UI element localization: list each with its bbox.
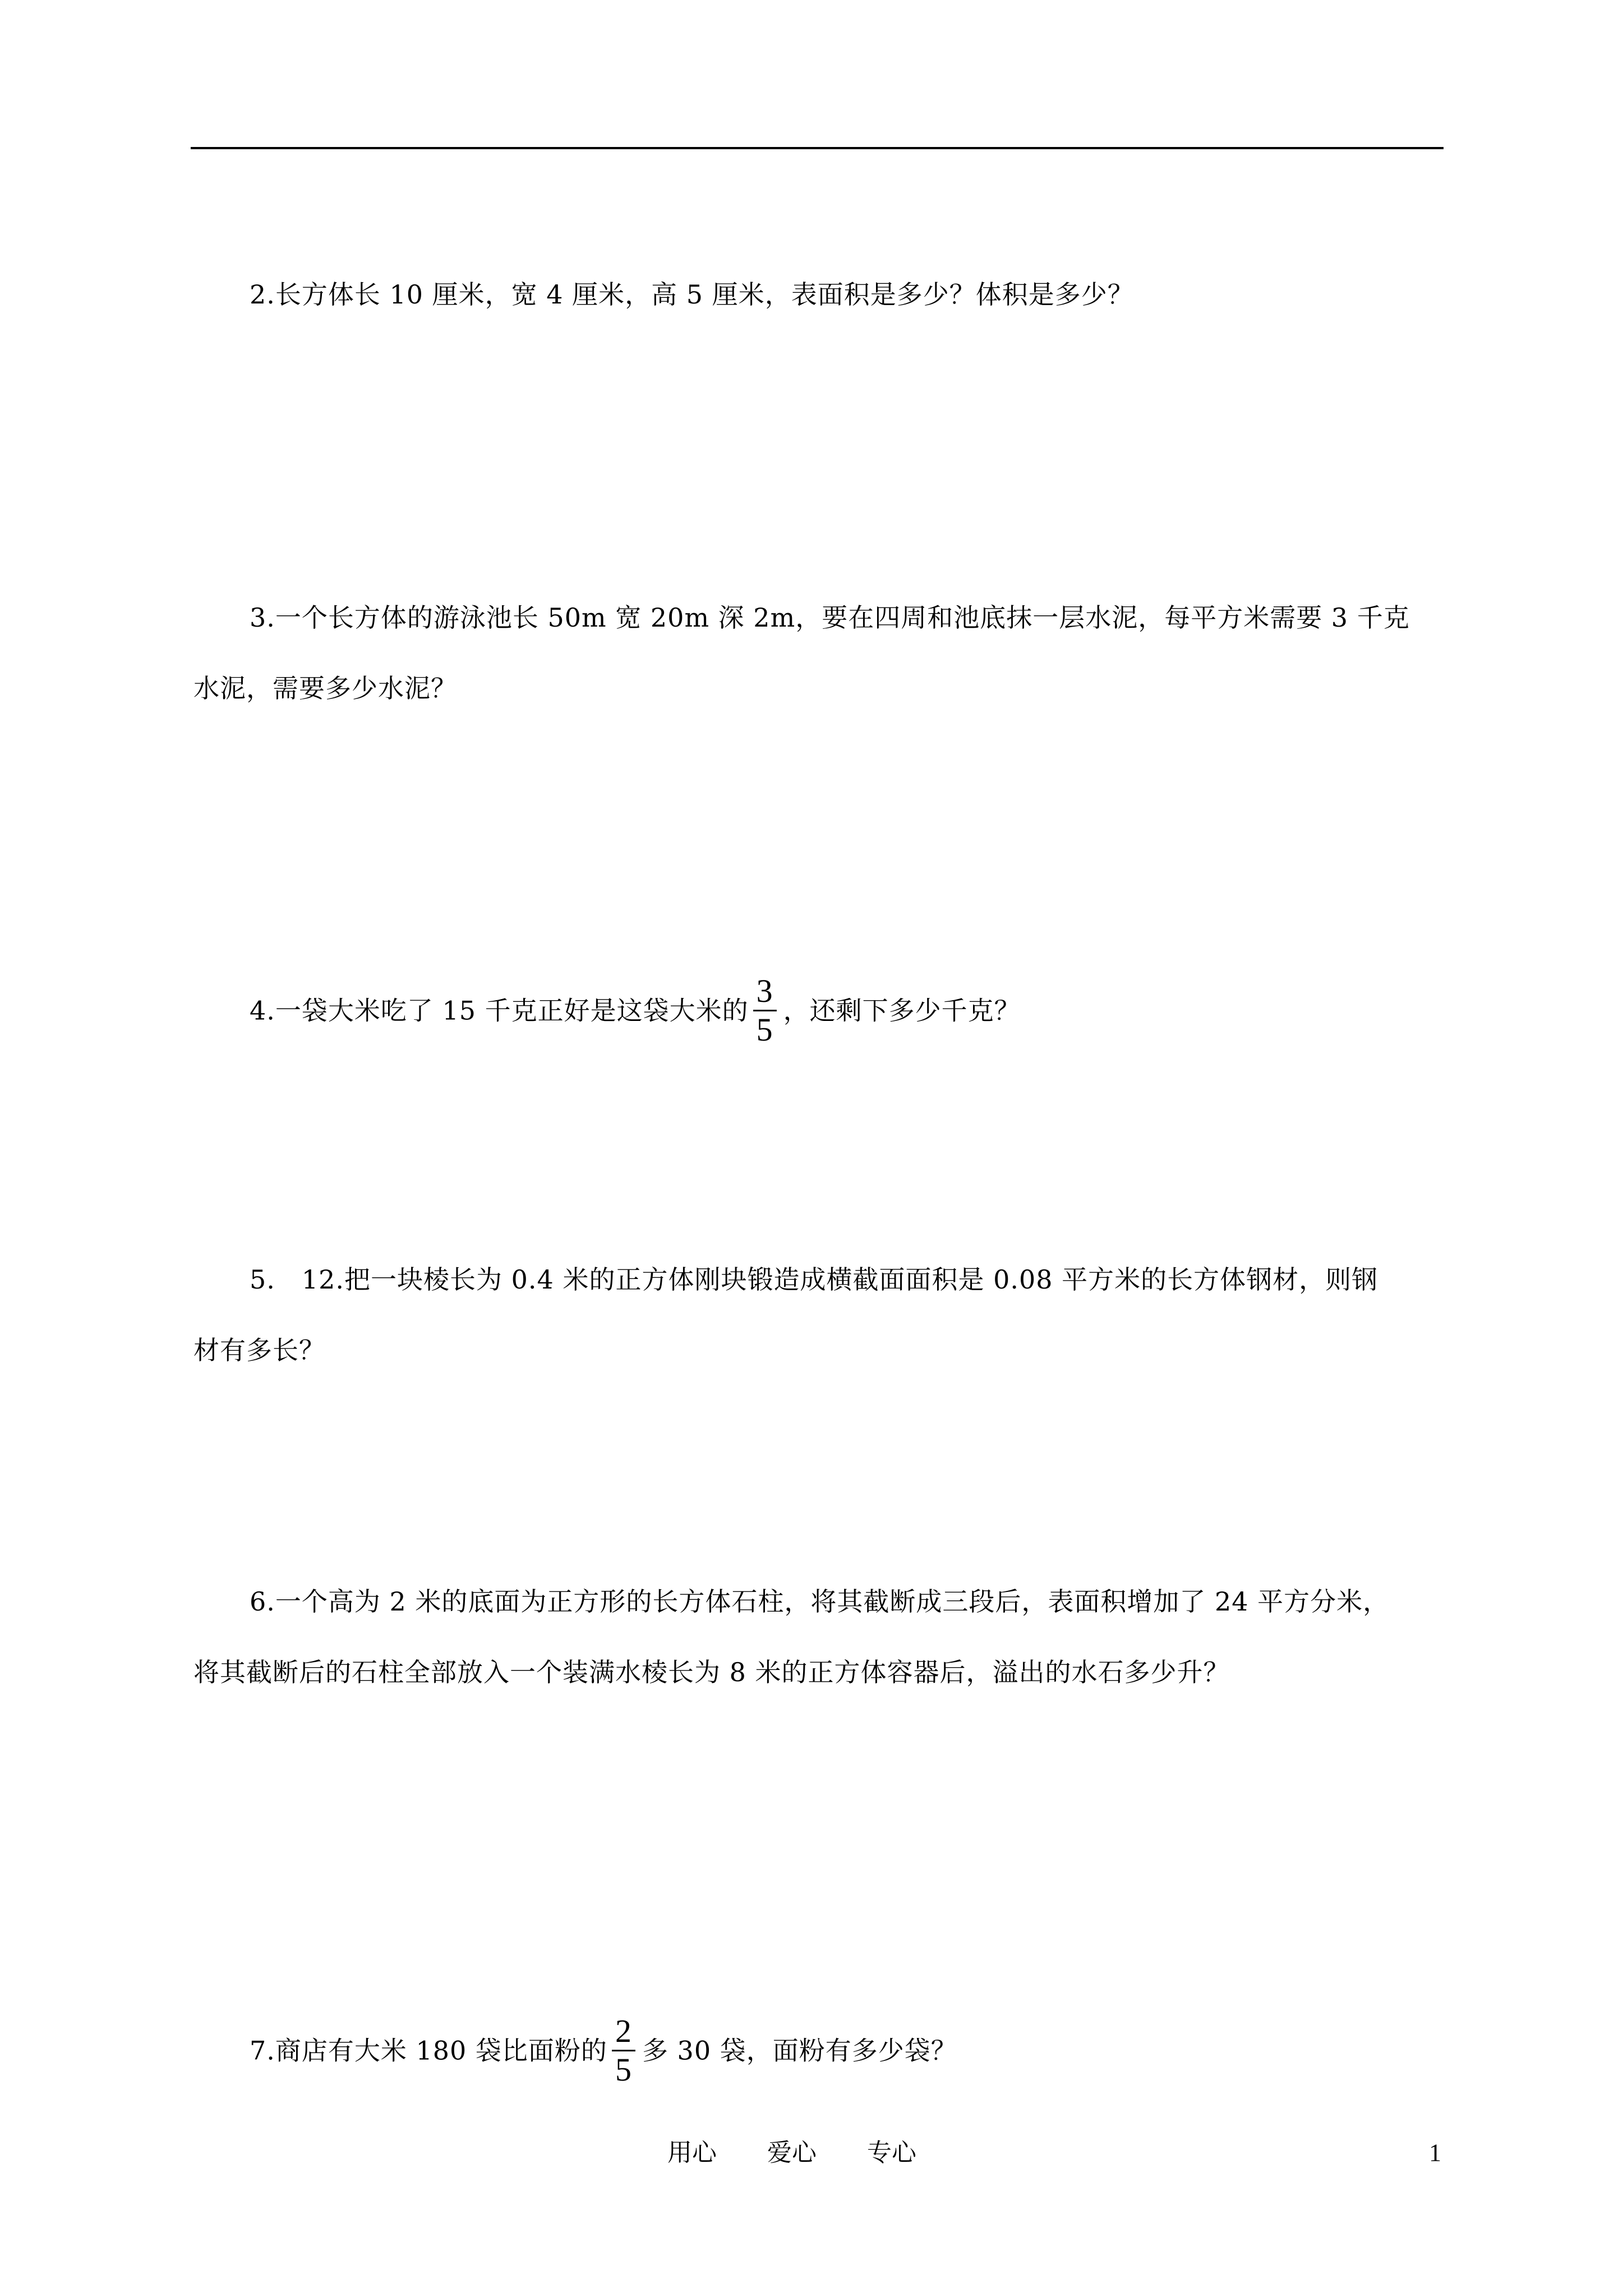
fraction-denominator: 5 <box>756 1011 773 1048</box>
problem-6-line-1: 6.一个高为 2 米的底面为正方形的长方体石柱，将其截断成三段后，表面积增加了 24 平方分米， <box>250 1586 1390 1617</box>
fraction-denominator: 5 <box>615 2051 632 2088</box>
problem-3-line-2: 水泥，需要多少水泥？ <box>193 673 457 703</box>
problem-5-line-1: 5. 12.把一块棱长为 0.4 米的正方体刚块锻造成横截面面积是 0.08 平方米的长方体钢材，则钢 <box>250 1264 1378 1295</box>
problem-4-text-before: 4.一袋大米吃了 15 千克正好是这袋大米的 <box>250 995 749 1026</box>
problem-4-line-1 <box>193 975 1445 1051</box>
fraction-two-fifths <box>612 2013 635 2088</box>
problem-5 <box>193 1244 1445 1386</box>
header-rule <box>191 147 1444 149</box>
problem-5-line-2: 材有多长？ <box>193 1335 325 1365</box>
problem-3-line-1: 3.一个长方体的游泳池长 50m 宽 20m 深 2m，要在四周和池底抹一层水泥，每平方米需要 3 千克 <box>250 602 1410 633</box>
problem-7-text-before: 7.商店有大米 180 袋比面粉的 <box>250 2035 607 2066</box>
problem-6-line-2: 将其截断后的石柱全部放入一个装满水棱长为 8 米的正方体容器后，溢出的水石多少升？ <box>193 1657 1230 1687</box>
fraction-numerator: 3 <box>756 973 773 1009</box>
fraction-three-fifths <box>753 973 777 1048</box>
problem-4 <box>193 975 1445 1051</box>
problem-2-line-1: 2.长方体长 10 厘米，宽 4 厘米，高 5 厘米，表面积是多少？体积是多少？ <box>250 279 1134 310</box>
problem-7-line-1 <box>193 2015 1445 2091</box>
page-number: 1 <box>1429 2139 1441 2166</box>
problem-6 <box>193 1566 1445 1708</box>
footer-word-1: 用心 <box>667 2138 717 2167</box>
problem-4-text-after: ，还剩下多少千克？ <box>783 995 1021 1026</box>
footer-word-3: 专心 <box>867 2138 916 2167</box>
problem-7 <box>193 2015 1445 2091</box>
footer-word-2: 爱心 <box>767 2138 817 2167</box>
problem-3 <box>193 582 1445 724</box>
problem-7-text-after: 多 30 袋，面粉有多少袋？ <box>642 2035 957 2066</box>
problem-2 <box>193 259 1445 330</box>
page-footer <box>667 2136 967 2170</box>
fraction-numerator: 2 <box>615 2013 632 2049</box>
